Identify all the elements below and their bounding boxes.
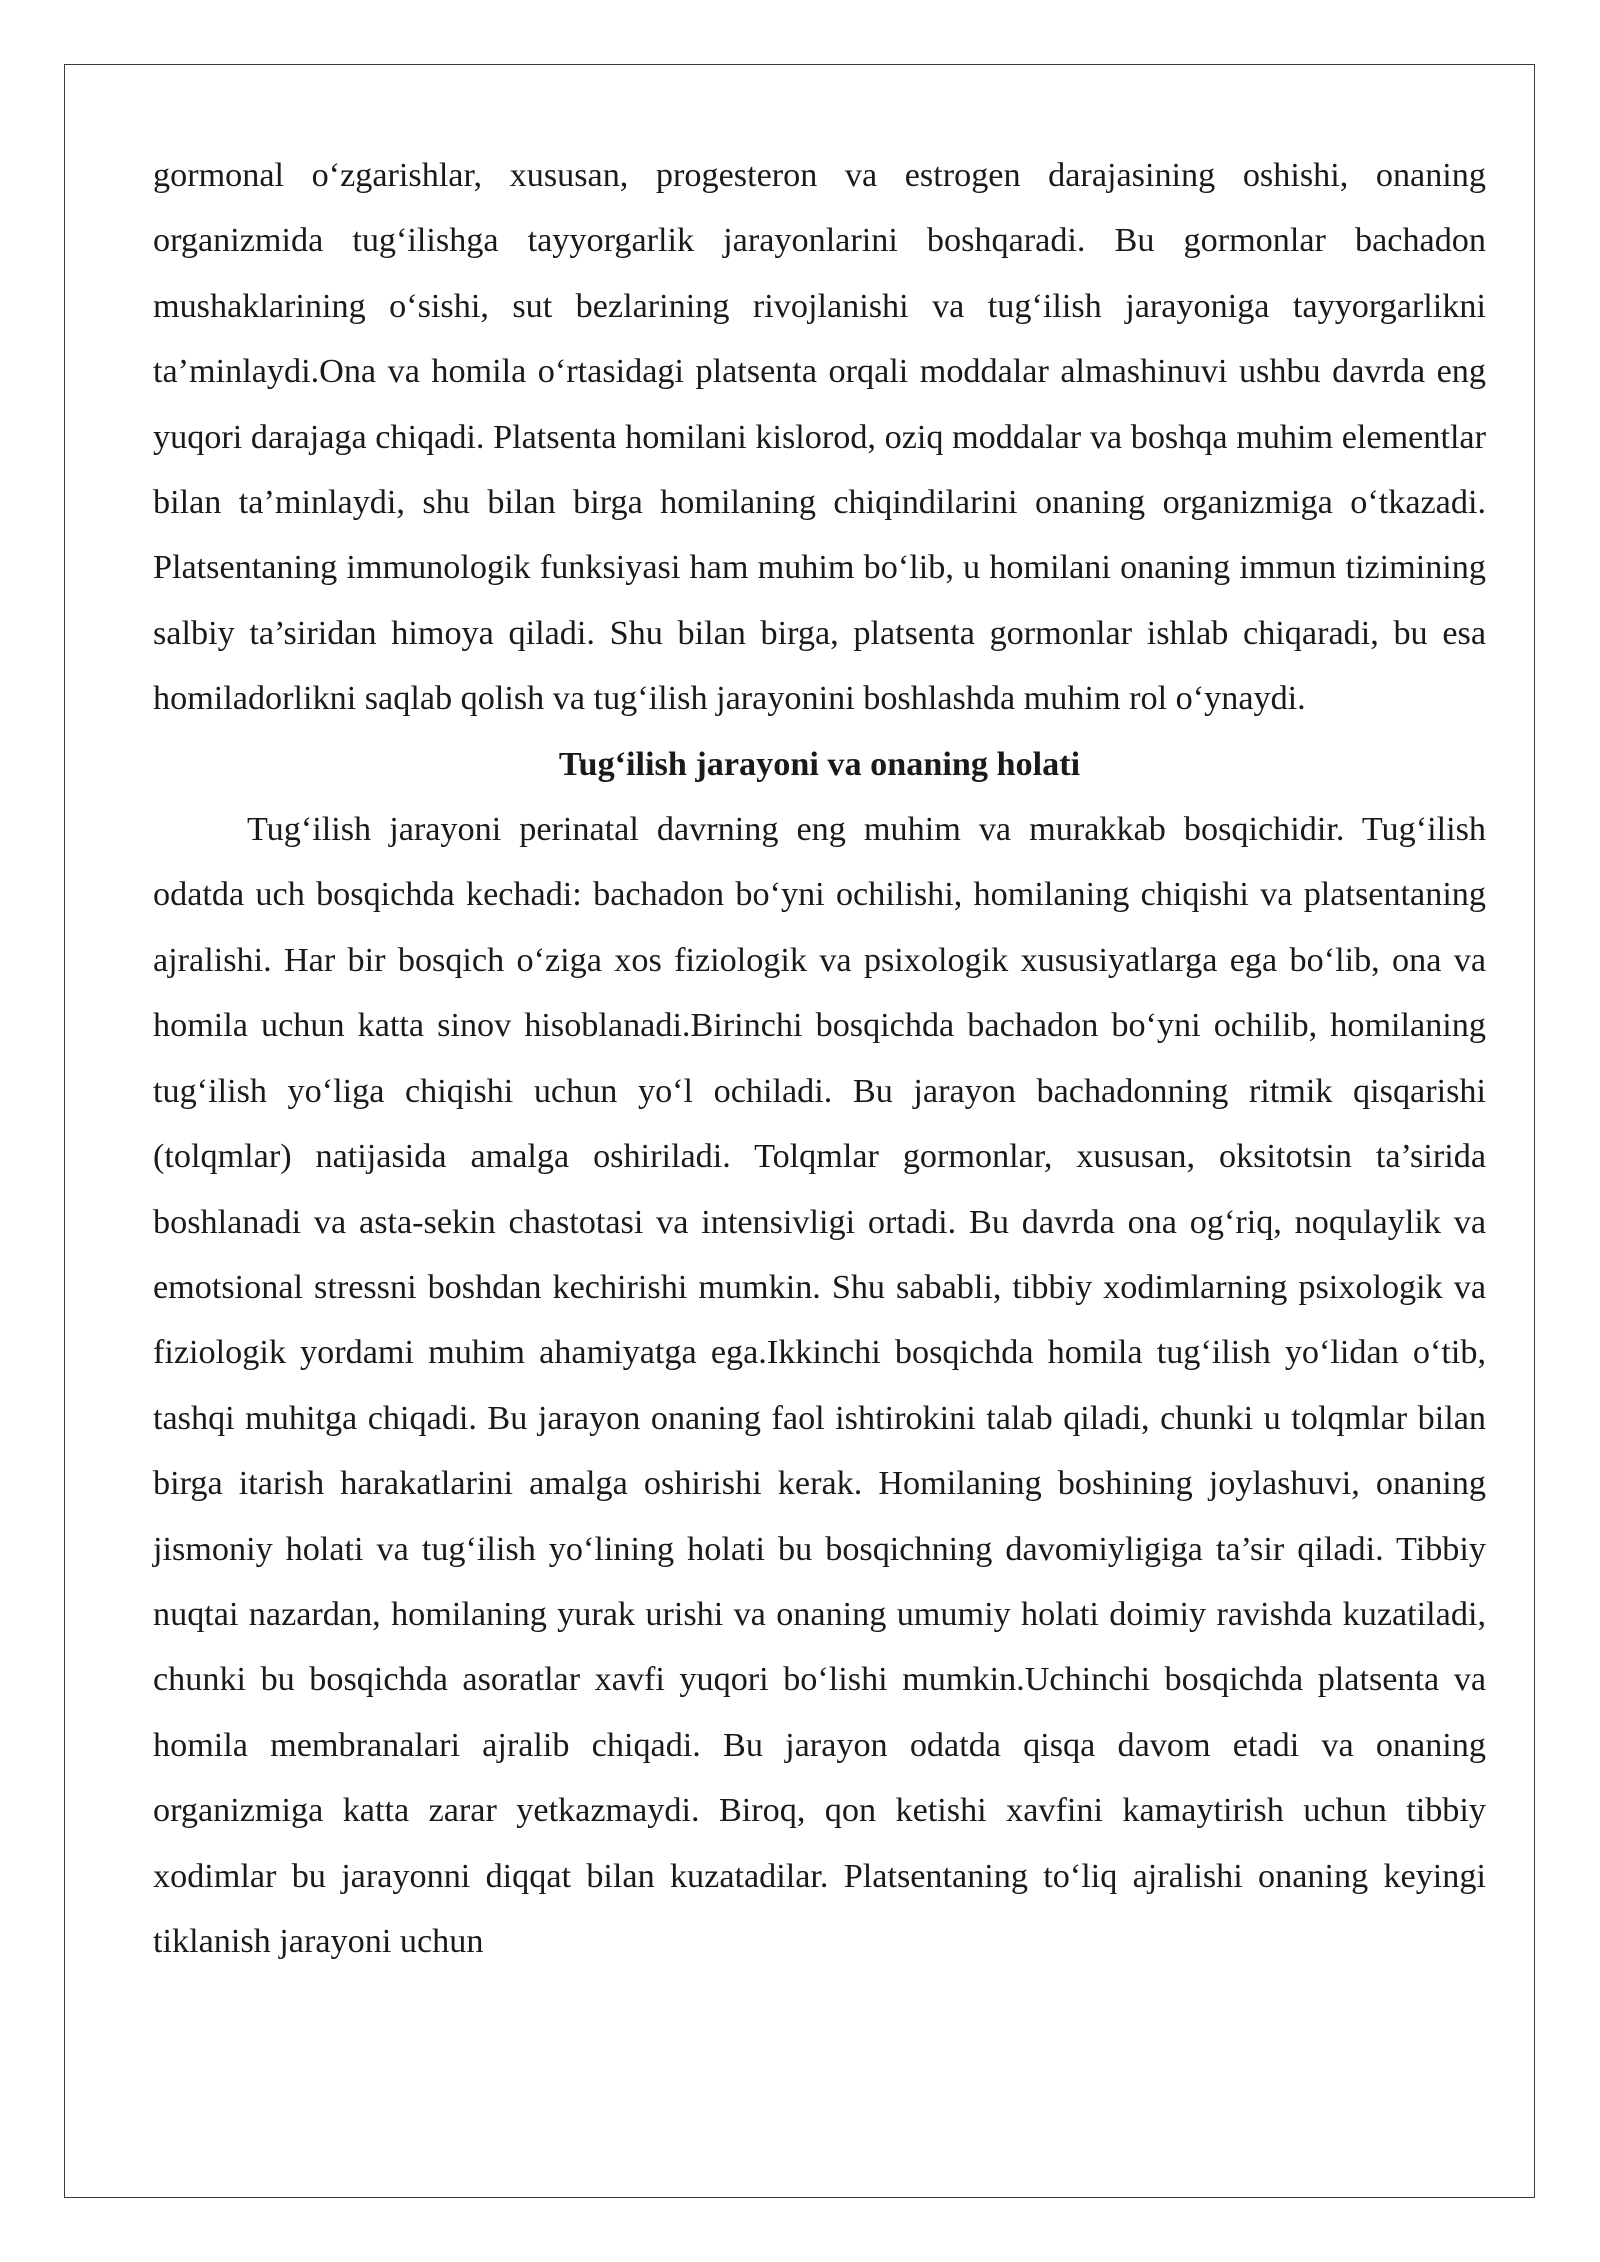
body-paragraph: Tug‘ilish jarayoni perinatal davrning eng muhim va murakkab bosqichidir. Tug‘ilish odatda uch bosqichda kechadi: bachadon bo‘yni ochilishi, homilaning chiqishi va platsentaning ajralishi. Har bir bosqich o‘ziga xos fiziologik va psixologik xususiyatlarga ega bo‘lib, ona va homila uchun katta sinov hisoblanadi.Birinchi bosqichda bachadon bo‘yni ochilib, homilaning tug‘ilish yo‘liga chiqishi uchun yo‘l ochiladi. Bu jarayon bachadonning ritmik qisqarishi (tolqmlar) natijasida amalga oshiriladi. Tolqmlar gormonlar, xususan, oksitotsin ta’sirida boshlanadi va asta-sekin chastotasi va intensivligi ortadi. Bu davrda ona og‘riq, noqulaylik va emotsional stressni boshdan kechirishi mumkin. Shu sababli, tibbiy xodimlarning psixologik va fiziologik yordami muhim ahamiyatga ega.Ikkinchi bosqichda homila tug‘ilish yo‘lidan o‘tib, tashqi muhitga chiqadi. Bu jarayon onaning faol ishtirokini talab qiladi, chunki u tolqmlar bilan birga itarish harakatlarini amalga oshirishi kerak. Homilaning boshining joylashuvi, onaning jismoniy holati va tug‘ilish yo‘lining holati bu bosqichning davomiyligiga ta’sir qiladi. Tibbiy nuqtai nazardan, homilaning yurak urishi va onaning umumiy holati doimiy ravishda kuzatiladi, chunki bu bosqichda asoratlar xavfi yuqori bo‘lishi mumkin.Uchinchi bosqichda platsenta va homila membranalari ajralib chiqadi. Bu jarayon odatda qisqa davom etadi va onaning organizmiga katta zarar yetkazmaydi. Biroq, qon ketishi xavfini kamaytirish uchun tibbiy xodimlar bu jarayonni diqqat bilan kuzatadilar. Platsentaning to‘liq ajralishi onaning keyingi tiklanish jarayoni uchun [153, 811, 1486, 1960]
section-heading: Tug‘ilish jarayoni va onaning holati [558, 745, 1081, 783]
document-body [153, 143, 1486, 1974]
body-paragraph: gormonal o‘zgarishlar, xususan, progesteron va estrogen darajasining oshishi, onaning organizmida tug‘ilishga tayyorgarlik jarayonlarini boshqaradi. Bu gormonlar bachadon mushaklarining o‘sishi, sut bezlarining rivojlanishi va tug‘ilish jarayoniga tayyorgarlikni ta’minlaydi.Ona va homila o‘rtasidagi platsenta orqali moddalar almashinuvi ushbu davrda eng yuqori darajaga chiqadi. Platsenta homilani kislorod, oziq moddalar va boshqa muhim elementlar bilan ta’minlaydi, shu bilan birga homilaning chiqindilarini onaning organizmiga o‘tkazadi. Platsentaning immunologik funksiyasi ham muhim bo‘lib, u homilani onaning immun tizimining salbiy ta’siridan himoya qiladi. Shu bilan birga, platsenta gormonlar ishlab chiqaradi, bu esa homiladorlikni saqlab qolish va tug‘ilish jarayonini boshlashda muhim rol o‘ynaydi. [153, 157, 1486, 718]
